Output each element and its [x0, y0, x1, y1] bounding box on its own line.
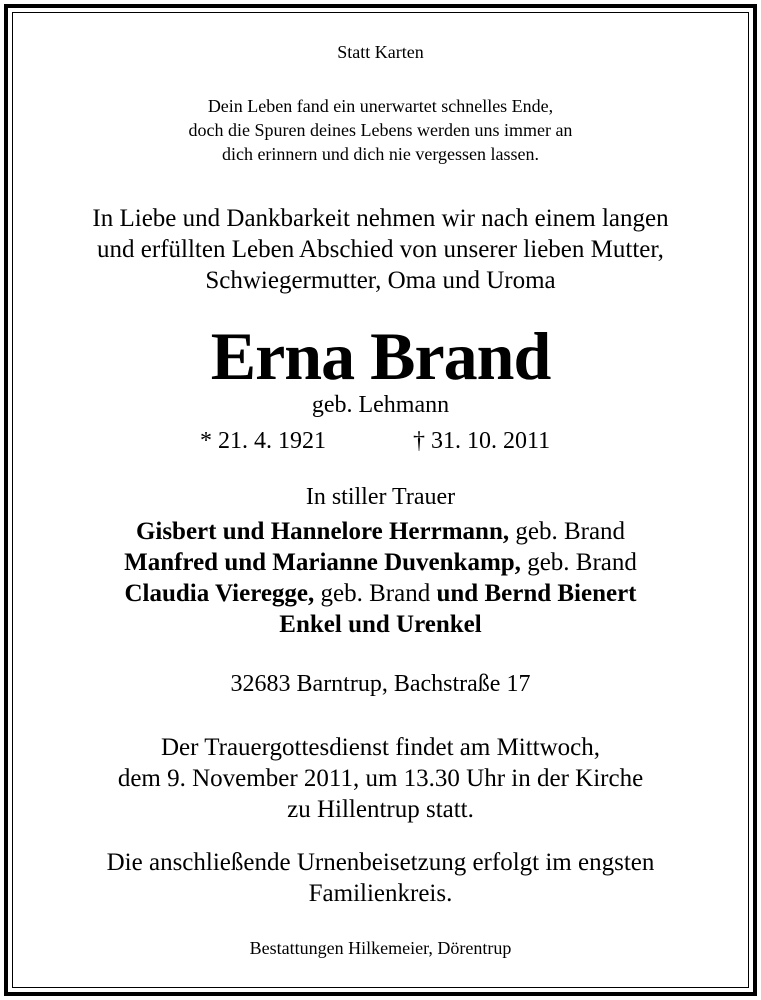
service-line: Der Trauergottesdienst findet am Mittwoch, — [160, 734, 601, 761]
burial-text — [14, 847, 747, 909]
poem-line: Dein Leben fand ein unerwartet schnelles Ende, — [207, 96, 554, 116]
service-line: zu Hillentrup statt. — [287, 796, 474, 823]
undertaker: Bestattungen Hilkemeier, Dörentrup — [249, 938, 512, 958]
burial-line: Die anschließende Urnenbeisetzung erfolgt im engsten — [106, 849, 655, 876]
mourning-heading: In stiller Trauer — [305, 484, 456, 510]
death-date: † 31. 10. 2011 — [413, 428, 551, 454]
mourner-name: Gisbert und Hannelore Herrmann, — [135, 518, 510, 545]
intro-line: In Liebe und Dankbarkeit nehmen wir nach einem langen — [92, 205, 669, 232]
poem-line: dich erinnern und dich nie vergessen lassen. — [221, 144, 540, 164]
burial-line: Familienkreis. — [308, 880, 453, 907]
service-line: dem 9. November 2011, um 13.30 Uhr in der Kirche — [117, 765, 644, 792]
birth-name: geb. Lehmann — [311, 392, 450, 418]
mourner-row — [14, 547, 747, 578]
mourner-name: Manfred und Marianne Duvenkamp, — [124, 549, 521, 576]
mourner-row: Enkel und Urenkel — [279, 611, 482, 638]
address: 32683 Barntrup, Bachstraße 17 — [230, 671, 531, 697]
intro-text — [14, 203, 747, 296]
mourner-note: geb. Brand — [509, 518, 626, 545]
birth-date: * 21. 4. 1921 — [200, 428, 326, 454]
mourner-row — [14, 516, 747, 547]
poem-line: doch die Spuren deines Lebens werden uns immer an — [188, 120, 573, 140]
intro-line: Schwiegermutter, Oma und Uroma — [205, 267, 556, 294]
intro-line: und erfüllten Leben Abschied von unserer lieben Mutter, — [97, 236, 664, 263]
mourner-note: geb. Brand — [520, 549, 637, 576]
deceased-name: Erna Brand — [210, 318, 551, 394]
service-text — [14, 732, 747, 825]
mourner-name: Claudia Vieregge, — [124, 580, 315, 607]
header-text — [14, 40, 747, 64]
mourners-list — [14, 516, 747, 640]
poem — [14, 94, 747, 166]
mourner-name: und Bernd Bienert — [436, 580, 637, 607]
mourner-note: geb. Brand — [314, 580, 437, 607]
mourner-row — [14, 578, 747, 609]
header-line: Statt Karten — [337, 42, 424, 62]
